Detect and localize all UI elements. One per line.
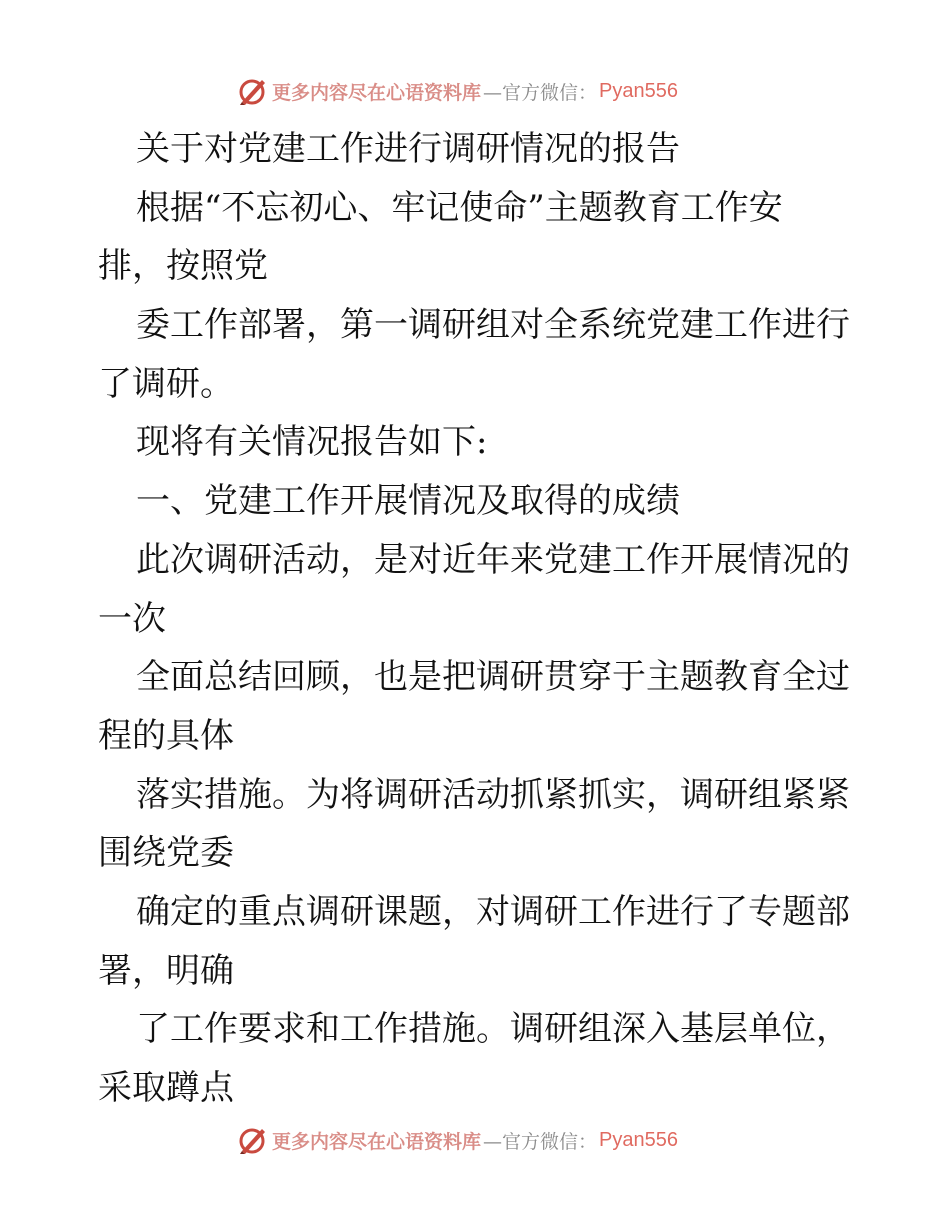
document-title: 关于对党建工作进行调研情况的报告 bbox=[136, 129, 680, 169]
text-line: 署，明确 bbox=[98, 950, 234, 991]
footer-watermark bbox=[236, 1123, 678, 1157]
text-line: 委工作部署，第一调研组对全系统党建工作进行 bbox=[136, 305, 850, 346]
pen-in-circle-logo bbox=[236, 1124, 268, 1156]
text-line: 确定的重点调研课题，对调研工作进行了专题部 bbox=[136, 891, 850, 932]
watermark-wechat-id: Pyan556 bbox=[599, 1128, 678, 1151]
text-line: 落实措施。为将调研活动抓紧抓实，调研组紧紧 bbox=[136, 774, 850, 815]
text-line: 程的具体 bbox=[98, 715, 234, 756]
text-line: 了调研。 bbox=[98, 363, 234, 404]
text-line: 全面总结回顾，也是把调研贯穿于主题教育全过 bbox=[136, 657, 850, 698]
header-watermark bbox=[236, 74, 678, 108]
text-line: 排，按照党 bbox=[98, 246, 268, 287]
text-line: 围绕党委 bbox=[98, 833, 234, 874]
watermark-main-text: 更多内容尽在心语资料库 bbox=[272, 81, 482, 104]
text-line: 根据“不忘初心、牢记使命”主题教育工作安 bbox=[136, 187, 783, 228]
watermark-sub-text: —官方微信： bbox=[483, 1130, 598, 1153]
watermark-sub-text: —官方微信： bbox=[483, 81, 598, 104]
watermark-wechat-id: Pyan556 bbox=[599, 79, 678, 102]
text-line: 采取蹲点 bbox=[98, 1068, 234, 1108]
section-heading: 一、党建工作开展情况及取得的成绩 bbox=[136, 481, 680, 522]
text-line: 一次 bbox=[98, 598, 166, 639]
text-line: 现将有关情况报告如下: bbox=[136, 422, 488, 463]
pen-in-circle-logo bbox=[236, 75, 268, 107]
text-line: 此次调研活动，是对近年来党建工作开展情况的 bbox=[136, 539, 850, 580]
text-line: 了工作要求和工作措施。调研组深入基层单位， bbox=[136, 1009, 850, 1050]
document-body bbox=[98, 120, 858, 1118]
watermark-main-text: 更多内容尽在心语资料库 bbox=[272, 1130, 482, 1153]
